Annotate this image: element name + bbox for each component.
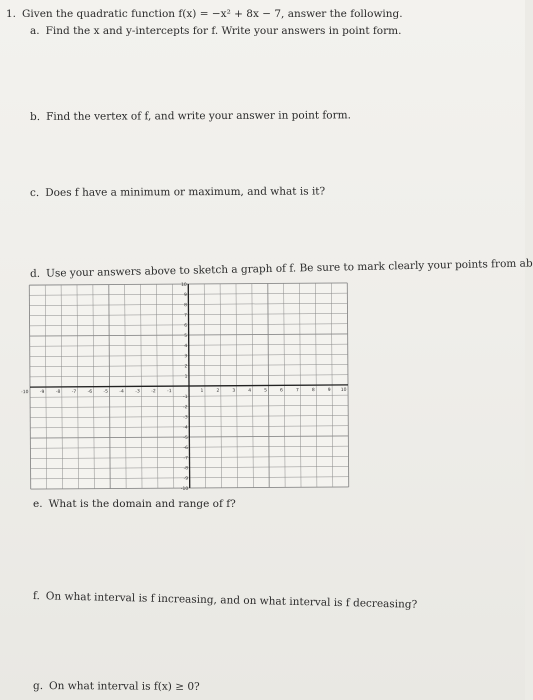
part-d [30,257,533,280]
y-tick-label: 3 [184,354,188,360]
part-g-label: g. [32,680,44,693]
part-d-text: Use your answers above to sketch a graph of f. Be sure to mark clearly your points from ab [45,257,533,280]
x-tick-label: -6 [87,389,93,395]
y-tick-label: -3 [183,415,188,421]
y-tick-label: -4 [183,425,188,431]
y-tick-label: -5 [183,435,188,441]
part-c-label: c. [29,186,40,199]
x-tick-label: -1 [167,389,172,395]
part-g [33,680,200,693]
y-tick-label: 1 [184,374,188,380]
part-f-label: f. [32,590,40,603]
x-tick-label: 5 [264,388,268,394]
part-e-label: e. [33,498,43,510]
y-tick-label: -10 [180,486,189,492]
part-b [30,109,351,123]
x-tick-label: -5 [103,389,109,395]
part-b-text: Find the vertex of f, and write your answer in point form. [46,109,351,123]
y-tick-label: 2 [184,364,188,370]
y-tick-label: 4 [184,344,188,350]
x-tick-label: 7 [295,388,299,394]
y-tick-label: 9 [183,293,187,299]
x-tick-label: 6 [280,388,283,394]
y-tick-label: 7 [184,313,188,319]
y-tick-label: -9 [183,476,189,482]
part-c-text: Does f have a minimum or maximum, and what is it? [45,185,326,199]
y-tick-label: 6 [184,323,188,329]
part-f-text: On what interval is f increasing, and on what interval is f decreasing? [45,590,418,611]
x-tick-label: 9 [327,388,331,394]
part-a [30,25,401,37]
part-f [33,590,417,611]
part-d-label: d. [29,267,41,280]
part-b-label: b. [29,110,41,123]
y-tick-label: -2 [183,405,188,411]
part-e-text: What is the domain and range of f? [48,498,236,510]
y-tick-label: 10 [181,282,187,288]
grid-svg [21,282,348,492]
y-tick-label: 5 [184,333,188,339]
problem-intro: Given the quadratic function f(x) = −x² + 8x − 7, answer the following. [22,8,403,20]
y-tick-label: 8 [184,303,187,309]
part-c [30,185,325,199]
x-tick-label: -2 [151,389,156,395]
x-tick-label: -4 [119,389,124,395]
x-tick-label: -10 [21,390,29,396]
coordinate-grid [21,282,348,492]
y-tick-label: -7 [183,456,189,462]
y-tick-label: -1 [183,395,188,401]
part-e [33,498,236,510]
part-a-text: Find the x and y-intercepts for f. Write your answers in point form. [45,25,402,37]
x-tick-label: -9 [39,390,45,396]
problem-intro-line [6,8,403,20]
x-tick-label: -7 [71,389,77,395]
x-tick-label: 3 [232,388,236,394]
y-tick-label: -6 [183,446,188,452]
x-tick-label: 8 [311,388,315,394]
part-g-text: On what interval is f(x) ≥ 0? [49,680,200,693]
y-tick-label: -8 [183,466,189,472]
x-tick-label: 2 [216,388,220,394]
x-tick-label: 4 [248,388,252,394]
x-tick-label: 10 [340,387,347,393]
x-tick-label: -3 [135,389,140,395]
problem-number: 1. [6,8,17,20]
x-tick-label: -8 [55,389,61,395]
part-a-label: a. [30,25,40,37]
x-tick-label: 1 [200,388,204,394]
